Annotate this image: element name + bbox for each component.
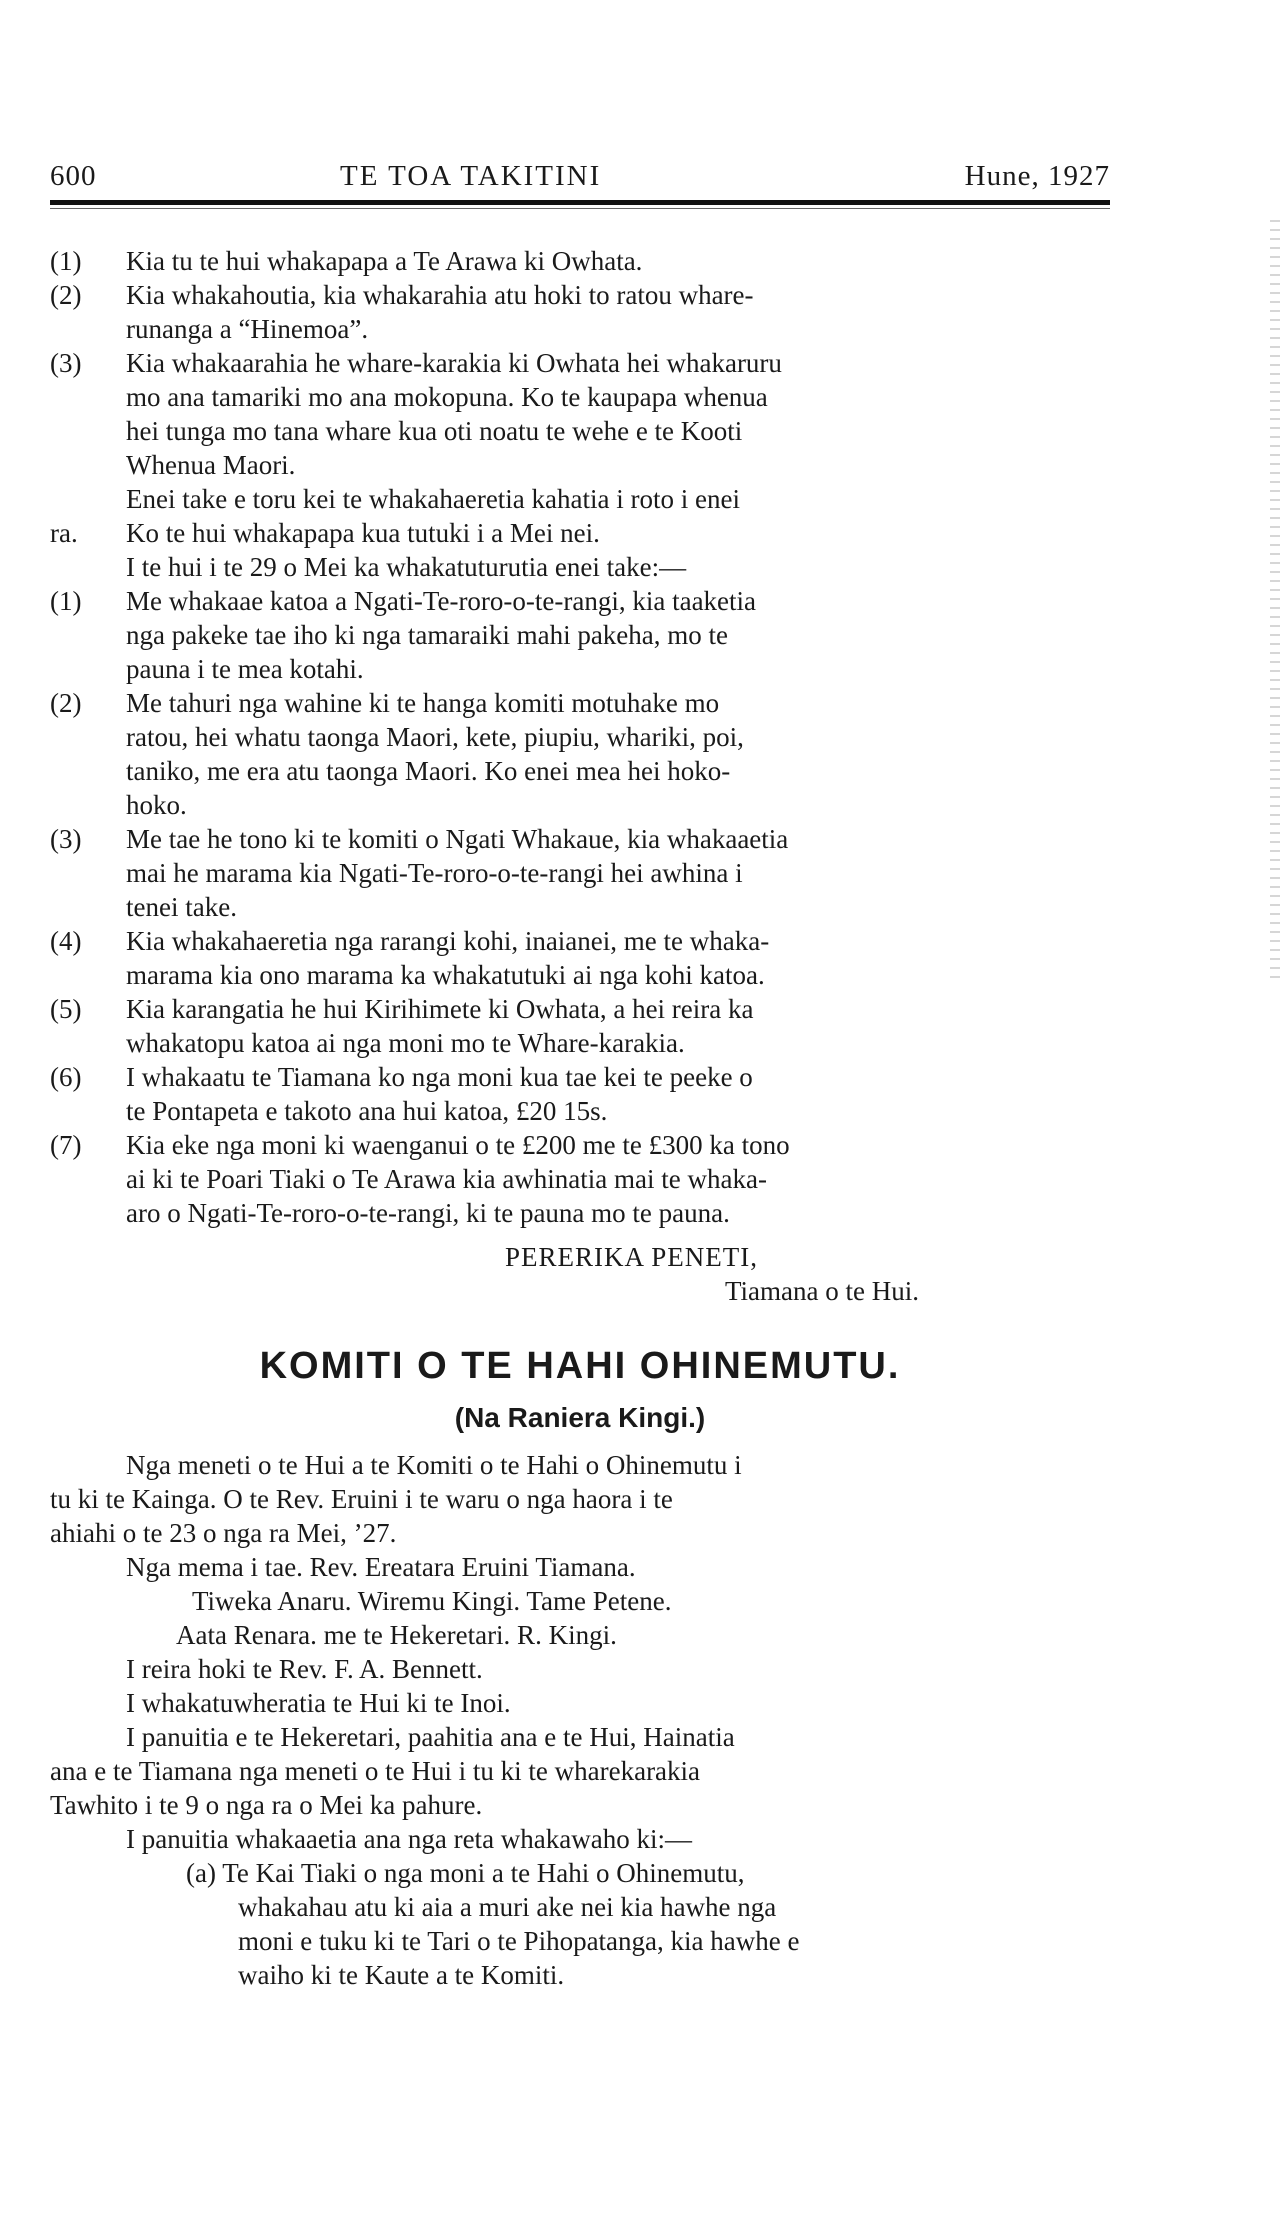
item-line: (3) Me tae he tono ki te komiti o Ngati Whakaue, kia whakaaetia — [50, 824, 789, 854]
article-body — [50, 244, 1110, 1992]
paragraph-line: Nga meneti o te Hui a te Komiti o te Hahi o Ohinemutu i — [126, 1450, 742, 1480]
item-line: (7) Kia eke nga moni ki waenganui o te £200 me te £300 ka tono — [50, 1130, 790, 1160]
members-line: Nga mema i tae. Rev. Ereatara Eruini Tiamana. — [126, 1552, 636, 1582]
running-head — [50, 160, 1110, 200]
members-line: Aata Renara. me te Hekeretari. R. Kingi. — [176, 1620, 617, 1650]
signature-title: Tiamana o te Hui. — [725, 1276, 919, 1306]
item-line: hoko. — [126, 790, 187, 820]
item-line: marama kia ono marama ka whakatutuki ai nga kohi katoa. — [126, 960, 765, 990]
item-line: mo ana tamariki mo ana mokopuna. Ko te kaupapa whenua — [126, 382, 768, 412]
sub-item-line: (a) Te Kai Tiaki o nga moni a te Hahi o Ohinemutu, — [186, 1858, 745, 1888]
item-line: (2) Kia whakahoutia, kia whakarahia atu hoki to ratou whare- — [50, 280, 754, 310]
header-rule — [50, 200, 1110, 205]
item-line: (3) Kia whakaarahia he whare-karakia ki Owhata hei whakaruru — [50, 348, 782, 378]
journal-title: TE TOA TAKITINI — [340, 160, 602, 192]
item-line: Whenua Maori. — [126, 450, 296, 480]
sub-item-line: moni e tuku ki te Tari o te Pihopatanga, kia hawhe e — [238, 1926, 800, 1956]
section-byline: (Na Raniera Kingi.) — [454, 1402, 706, 1433]
item-line: (1) Me whakaae katoa a Ngati-Te-roro-o-te-rangi, kia taaketia — [50, 586, 757, 616]
item-line: nga pakeke tae iho ki nga tamaraiki mahi pakeha, mo te — [126, 620, 729, 650]
paragraph-line: Enei take e toru kei te whakahaeretia kahatia i roto i enei — [126, 484, 740, 514]
item-line: whakatopu katoa ai nga moni mo te Whare-karakia. — [126, 1028, 685, 1058]
item-line: taniko, me era atu taonga Maori. Ko enei mea hei hoko- — [126, 756, 731, 786]
paragraph-line: ahiahi o te 23 o nga ra Mei, ’27. — [50, 1518, 397, 1548]
item-line: mai he marama kia Ngati-Te-roro-o-te-rangi hei awhina i — [126, 858, 743, 888]
item-line: (2) Me tahuri nga wahine ki te hanga komiti motuhake mo — [50, 688, 720, 718]
sub-item-line: waiho ki te Kaute a te Komiti. — [238, 1960, 565, 1990]
item-line: ratou, hei whatu taonga Maori, kete, piupiu, whariki, poi, — [126, 722, 744, 752]
item-line: te Pontapeta e takoto ana hui katoa, £20 15s. — [126, 1096, 608, 1126]
members-line: Tiweka Anaru. Wiremu Kingi. Tame Petene. — [192, 1586, 672, 1616]
section-heading: KOMITI O TE HAHI OHINEMUTU. — [259, 1345, 901, 1387]
paragraph-line: ra. Ko te hui whakapapa kua tutuki i a Mei nei. — [50, 518, 600, 548]
paragraph-line: tu ki te Kainga. O te Rev. Eruini i te waru o nga haora i te — [50, 1484, 673, 1514]
item-line: hei tunga mo tana whare kua oti noatu te wehe e te Kooti — [126, 416, 743, 446]
paragraph-line: Tawhito i te 9 o nga ra o Mei ka pahure. — [50, 1790, 483, 1820]
paragraph-line: I te hui i te 29 o Mei ka whakatuturutia enei take:— — [126, 552, 687, 582]
item-line: pauna i te mea kotahi. — [126, 654, 364, 684]
page-number: 600 — [50, 160, 97, 192]
item-line: (4) Kia whakahaeretia nga rarangi kohi, inaianei, me te whaka- — [50, 926, 770, 956]
paragraph-line: ana e te Tiamana nga meneti o te Hui i tu ki te wharekarakia — [50, 1756, 701, 1786]
item-line: (5) Kia karangatia he hui Kirihimete ki Owhata, a hei reira ka — [50, 994, 754, 1024]
paragraph-line: I whakatuwheratia te Hui ki te Inoi. — [126, 1688, 511, 1718]
item-line: (6) I whakaatu te Tiamana ko nga moni kua tae kei te peeke o — [50, 1062, 753, 1092]
paragraph-line: I reira hoki te Rev. F. A. Bennett. — [126, 1654, 483, 1684]
item-line: runanga a “Hinemoa”. — [126, 314, 369, 344]
item-line: (1) Kia tu te hui whakapapa a Te Arawa ki Owhata. — [50, 246, 643, 276]
item-line: ai ki te Poari Tiaki o Te Arawa kia awhinatia mai te whaka- — [126, 1164, 767, 1194]
item-line: tenei take. — [126, 892, 237, 922]
paragraph-line: I panuitia e te Hekeretari, paahitia ana e te Hui, Hainatia — [126, 1722, 735, 1752]
page-edge-shadow — [1270, 220, 1280, 980]
sub-item-line: whakahau atu ki aia a muri ake nei kia hawhe nga — [238, 1892, 777, 1922]
header-rule-thin — [50, 208, 1110, 209]
signature-name: PERERIKA PENETI, — [505, 1242, 759, 1272]
item-line: aro o Ngati-Te-roro-o-te-rangi, ki te pauna mo te pauna. — [126, 1198, 730, 1228]
issue-date: Hune, 1927 — [964, 160, 1110, 192]
paragraph-line: I panuitia whakaaetia ana nga reta whakawaho ki:— — [126, 1824, 692, 1854]
